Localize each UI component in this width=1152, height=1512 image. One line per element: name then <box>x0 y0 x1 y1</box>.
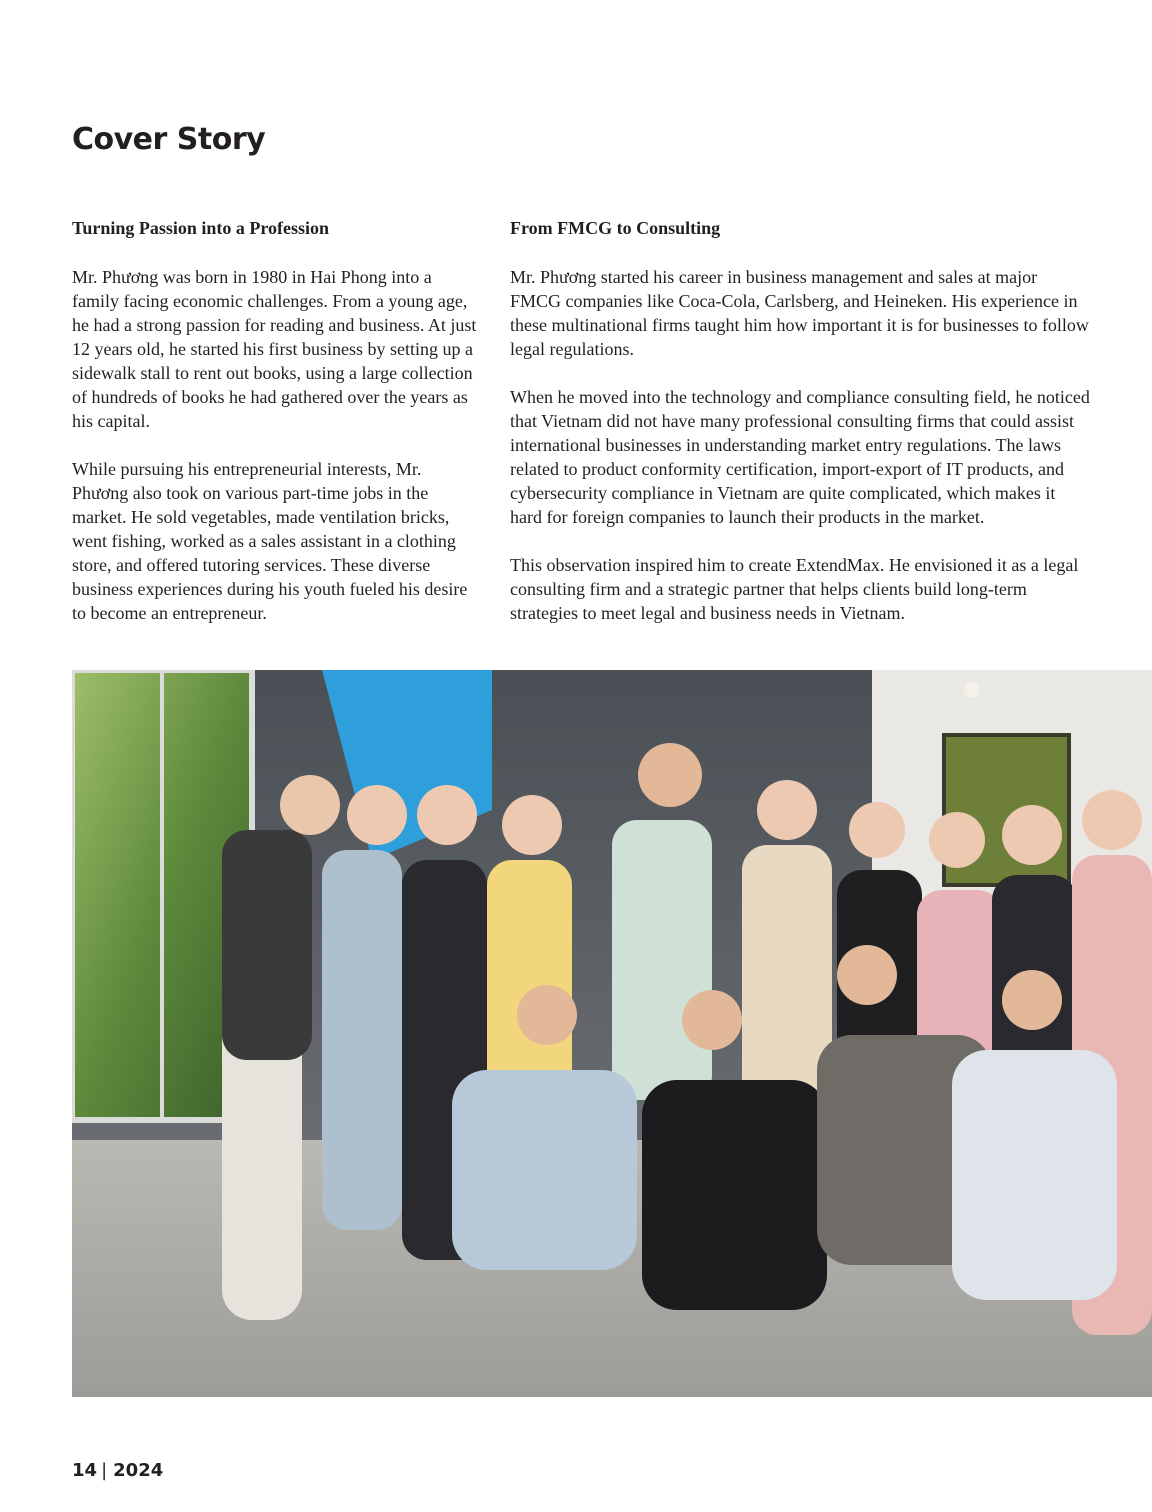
section-title: Cover Story <box>72 122 266 157</box>
left-paragraph-2: While pursuing his entrepreneurial interests, Mr. Phương also took on various part-time jobs in the market. He sold vegetables, made ventilation bricks, went fishing, worked as a sales assistant in a clothing store, and offered tutoring services. These diverse business experiences during his youth fueled his desire to become an entrepreneur. <box>72 459 468 623</box>
right-paragraph-3: This observation inspired him to create ExtendMax. He envisioned it as a legal consulting firm and a strategic partner that helps clients build long-term strategies to meet legal and business needs in Vietnam. <box>510 555 1079 623</box>
page-number: 14 <box>72 1460 98 1481</box>
footer-separator: | <box>101 1460 108 1481</box>
team-group-photo <box>72 670 1152 1397</box>
right-paragraph-1: Mr. Phương started his career in business management and sales at major FMCG companies like Coca-Cola, Carlsberg, and Heineken. His experience in these multinational firms taught him how important it is for businesses to follow legal regulations. <box>510 267 1089 359</box>
right-paragraph-2: When he moved into the technology and compliance consulting field, he noticed that Vietnam did not have many professional consulting firms that could assist international businesses in understanding market entry regulations. The laws related to product conformity certification, import-export of IT products, and cybersecurity compliance in Vietnam are quite complicated, which makes it hard for foreign companies to launch their products in the market. <box>510 387 1090 527</box>
publication-year: 2024 <box>113 1460 164 1481</box>
right-column-heading: From FMCG to Consulting <box>510 218 721 238</box>
right-column <box>510 216 1090 649</box>
page-footer <box>72 1460 163 1481</box>
left-column-heading: Turning Passion into a Profession <box>72 218 330 238</box>
left-paragraph-1: Mr. Phương was born in 1980 in Hai Phong into a family facing economic challenges. From a young age, he had a strong passion for reading and business. At just 12 years old, he started his first business by setting up a sidewalk stall to rent out books, using a large collection of hundreds of books he had gathered over the years as his capital. <box>72 267 477 431</box>
left-column <box>72 216 482 649</box>
